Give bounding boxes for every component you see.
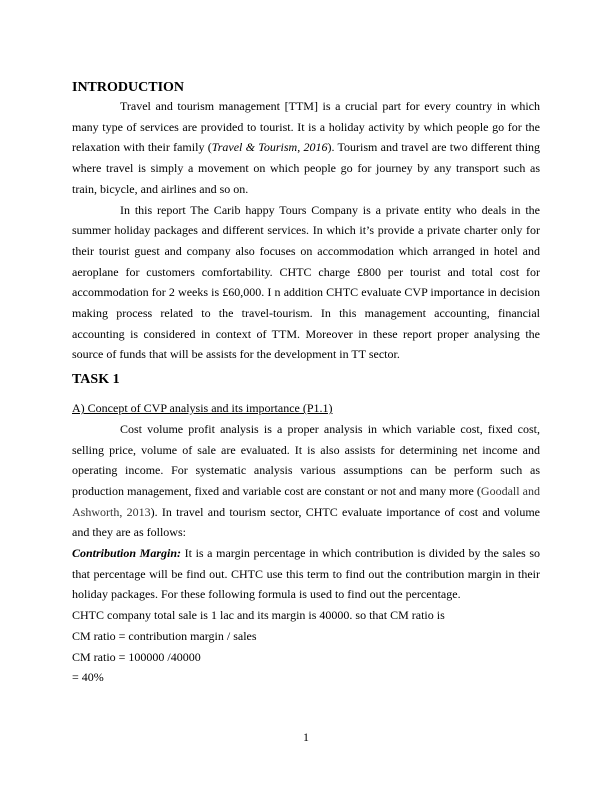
intro-paragraph-1	[72, 96, 540, 200]
contribution-margin-paragraph	[72, 543, 540, 605]
citation: Goodall and Ashworth, 2013	[72, 483, 540, 519]
formula-line: = 40%	[72, 670, 104, 685]
text: ). In travel and tourism sector, CHTC evaluate importance of cost and volume and they are as follows:	[72, 504, 540, 540]
page-number: 1	[303, 730, 309, 744]
term: Contribution Margin:	[72, 546, 181, 561]
text: Cost volume profit analysis is a proper analysis in which variable cost, fixed cost, selling price, volume of sale are evaluated. It is also assists for determining net income and operating income. For systematic analysis various assumptions can be perform such as production management, fixed and variable cost are constant or not and many more (	[72, 421, 540, 498]
page-content	[72, 79, 540, 688]
citation-year: 2016	[303, 140, 328, 155]
task1-subheading: A) Concept of CVP analysis and its importance (P1.1)	[72, 401, 333, 416]
task1-heading: TASK 1	[72, 372, 120, 388]
text: ). Tourism and travel are two different thing where travel is simply a movement on which people go for journey by any transport such as train, bicycle, and airlines and so on.	[72, 140, 541, 196]
task1-paragraph-1	[72, 419, 540, 543]
introduction-heading: INTRODUCTION	[72, 80, 185, 95]
text: ,	[297, 140, 304, 155]
intro-paragraph-2: In this report The Carib happy Tours Company is a private entity who deals in the summer holiday packages and different services. In which it’s provide a private charter only for their tourist guest and company also focuses on accommodation which arranged in hotel and aeroplane for customers comfortability. CHTC charge £800 per tourist and total cost for accommodation for 2 weeks is £60,000. I n addition CHTC evaluate CVP importance in decision making process related to the travel-tourism. In this management accounting, financial accounting is considered in context of TTM. Moreover in these report proper analysing the source of funds that will be assists for the development in TT sector.	[72, 202, 540, 362]
text: Travel and tourism management [TTM] is a crucial part for every country in which many type of services are provided to tourist. It is a holiday activity by which people go for the relaxation with their family (	[72, 99, 540, 155]
formula-line: CHTC company total sale is 1 lac and its margin is 40000. so that CM ratio is	[72, 608, 445, 623]
text: It is a margin percentage in which contribution is divided by the sales so that percentage will be find out. CHTC use this term to find out the contribution margin in their holiday packages. For these following formula is used to find out the percentage.	[72, 546, 541, 602]
formula-line: CM ratio = contribution margin / sales	[72, 628, 257, 643]
formula-line: CM ratio = 100000 /40000	[72, 649, 201, 664]
citation-title: Travel & Tourism	[211, 140, 298, 155]
